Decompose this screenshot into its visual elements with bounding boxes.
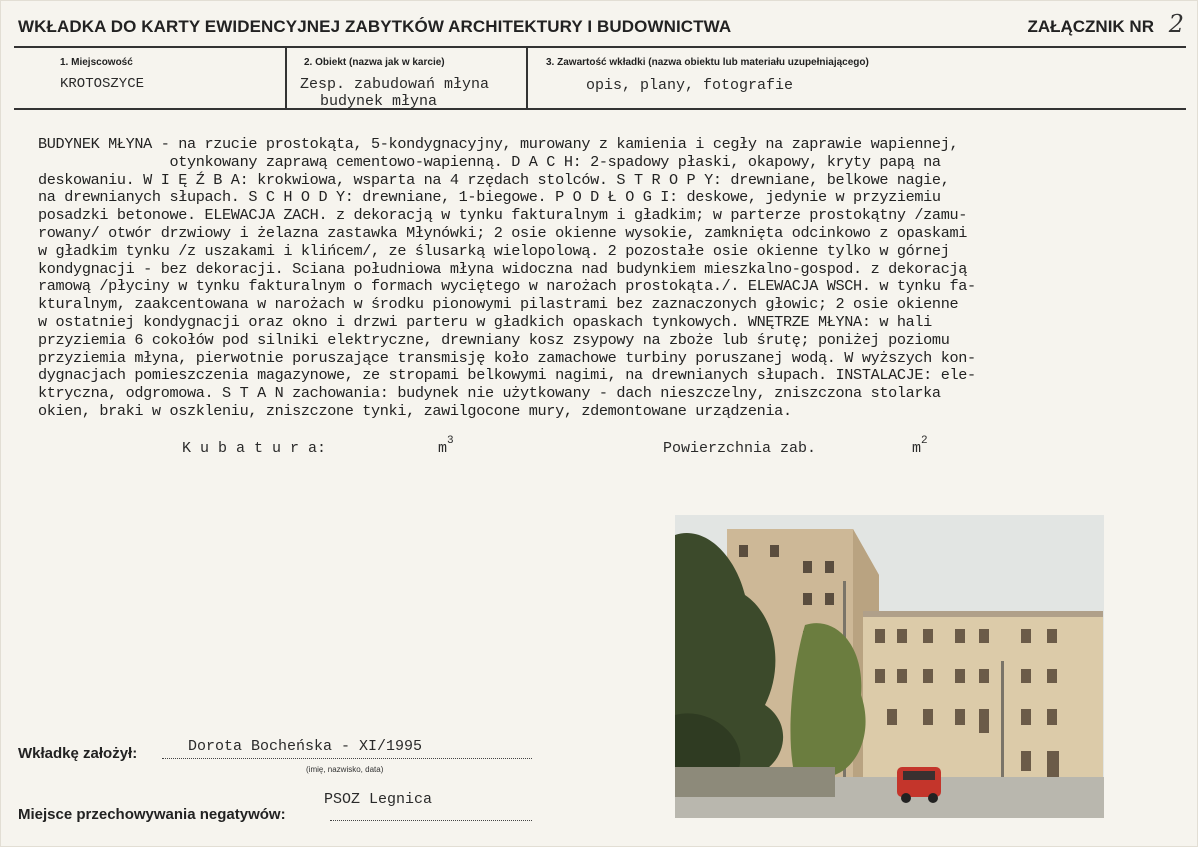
founded-by-label: Wkładkę założył: (18, 745, 138, 762)
object-value-line2: budynek młyna (320, 93, 438, 110)
contents-value: opis, plany, fotografie (586, 77, 794, 94)
description-line: okien, braki w oszkleniu, zniszczone tynki, zawilgocone mury, zdemontowane urządzenia. (38, 401, 792, 420)
volume-unit-m: m (438, 440, 448, 457)
mill-photo-drawing (675, 515, 1104, 818)
description-line: otynkowany zaprawą cementowo-wapienną. D A C H: 2-spadowy płaski, okapowy, kryty papą na (38, 152, 941, 171)
area-unit-m: m (912, 440, 922, 457)
description-text (38, 136, 1148, 421)
area-label: Powierzchnia zab. (663, 440, 817, 457)
area-unit (912, 435, 928, 457)
founded-by-dotted-line (162, 758, 532, 759)
locality-label: 1. Miejscowość (60, 57, 133, 68)
annex-label: ZAŁĄCZNIK NR (1027, 17, 1154, 36)
description-line: w ostatniej kondygnacji oraz okno i drzwi parteru w gładkich opaskach tynkowych. WNĘTRZE MŁYNA: w hali (38, 312, 932, 331)
volume-unit-exponent: 3 (447, 435, 454, 447)
negative-storage-value: PSOZ Legnica (324, 791, 433, 808)
mill-photograph (675, 515, 1104, 818)
founded-by-note: (imię, nazwisko, data) (306, 765, 384, 774)
description-line: na drewnianych słupach. S C H O D Y: drewniane, 1-biegowe. P O D Ł O G I: deskowe, jedynie w przyziemiu (38, 188, 941, 207)
description-line: BUDYNEK MŁYNA - na rzucie prostokąta, 5-kondygnacyjny, murowany z kamienia i cegły na zaprawie wapiennej, (38, 135, 959, 153)
description-line: kondygnacji - bez dekoracji. Sciana południowa młyna widoczna nad budynkiem mieszkalno-gospod. z dekoracją (38, 259, 967, 278)
volume-label: K u b a t u r a: (182, 440, 327, 457)
description-line: ktryczna, odgromowa. S T A N zachowania: budynek nie użytkowany - dach nieszczelny, zniszczona stolarka (38, 384, 941, 403)
annex-number: 2 (1168, 10, 1184, 38)
header-rule (14, 46, 1186, 48)
description-line: posadzki betonowe. ELEWACJA ZACH. z dekoracją w tynku fakturalnym i gładkim; w parterze prostokątny /zamu- (38, 206, 967, 225)
object-value-line1: Zesp. zabudowań młyna (300, 76, 490, 93)
description-line: przyziemia 6 cokołów pod silniki elektryczne, drewniany kosz zsypowy na zboże lub śrutę; poniżej poziomu (38, 330, 950, 349)
contents-label: 3. Zawartość wkładki (nazwa obiektu lub materiału uzupełniającego) (546, 57, 869, 68)
fields-bottom-rule (14, 108, 1186, 110)
field-divider-2 (526, 46, 528, 109)
negative-storage-label: Miejsce przechowywania negatywów: (18, 806, 286, 823)
description-line: rowany/ otwór drzwiowy i żelazna zastawka Młynówki; 2 osie okienne wysokie, zamknięta odcinkowo z opaskami (38, 223, 967, 242)
object-label: 2. Obiekt (nazwa jak w karcie) (304, 57, 445, 68)
description-line: dygnacjach pomieszczenia magazynowe, ze stropami belkowymi nagimi, na drewnianych słupach. INSTALACJE: ele- (38, 366, 976, 385)
volume-unit (438, 435, 454, 457)
field-divider-1 (285, 46, 287, 109)
description-line: w gładkim tynku /z uszakami i klińcem/, ze ślusarką wielopolową. 2 pozostałe osie okienne tylko w górnej (38, 241, 950, 260)
description-line: przyziemia młyna, pierwotnie poruszające transmisję koło zamachowe turbiny poruszanej wodą. W wyższych kon- (38, 348, 976, 367)
area-unit-exponent: 2 (921, 435, 928, 447)
locality-value: KROTOSZYCE (60, 76, 145, 92)
founded-by-value: Dorota Bocheńska - XI/1995 (188, 738, 423, 755)
description-line: kturalnym, zaakcentowana w narożach w środku pionowymi pilastrami bez zaznaczonych głowic; 2 osie okienne (38, 295, 959, 314)
card-title: WKŁADKA DO KARTY EWIDENCYJNEJ ZABYTKÓW ARCHITEKTURY I BUDOWNICTWA (18, 17, 732, 36)
description-line: ramową /płyciny w tynku fakturalnym o formach wyciętego w narożach prostokąta./. ELEWACJA WSCH. w tynku fa- (38, 277, 976, 296)
description-line: deskowaniu. W I Ę Ź B A: krokwiowa, wsparta na 4 rzędach stolców. S T R O P Y: drewniane, belkowe nagie, (38, 170, 950, 189)
negative-storage-dotted-line (330, 820, 532, 821)
